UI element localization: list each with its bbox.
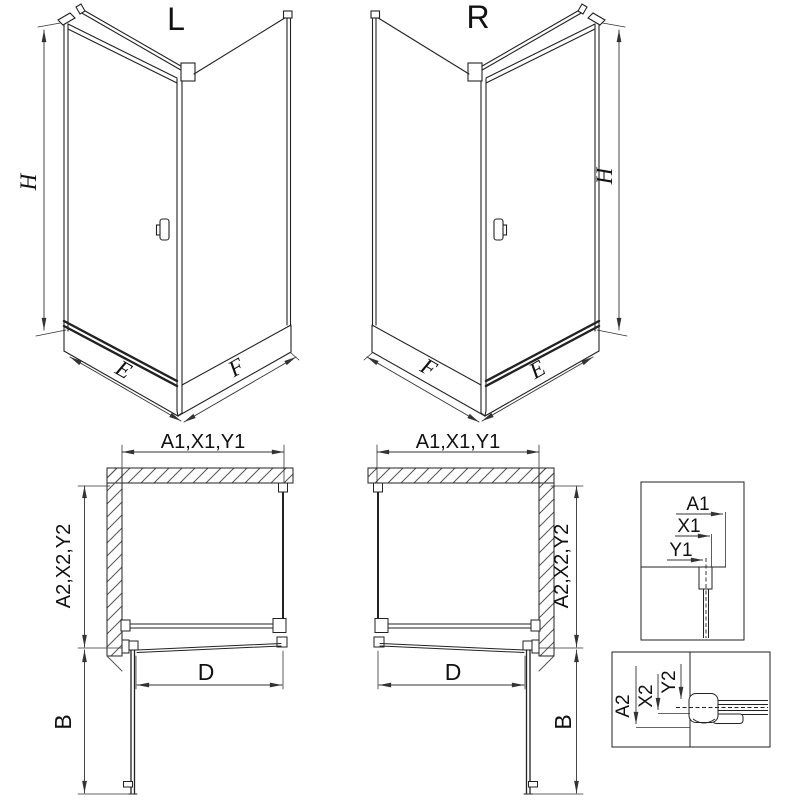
detail-box-a2x2y2 [612,652,770,747]
door-width-dimension-label-left: E [111,355,137,384]
detail-label-x1: X1 [677,516,701,537]
side-width-dimension-label-left: F [223,353,249,382]
iso-view-left [16,1,299,422]
detail-label-x2: X2 [636,684,657,708]
plan-width-label-right: A1,X1,Y1 [415,431,501,453]
height-dimension-label-right: H [592,167,617,185]
plan-entry-label-left: D [197,659,215,685]
detail-label-y2: Y2 [659,670,680,694]
plan-depth-label-left: A2,X2,Y2 [53,523,75,609]
wall-side-left-plan [107,468,122,656]
plan-entry-label-right: D [444,659,462,685]
variant-label-left: L [167,1,185,37]
detail-label-y1: Y1 [669,540,693,561]
side-width-dimension-label-right: F [416,353,442,382]
detail-label-a2: A2 [613,694,634,718]
height-dimension-label-left: H [16,173,41,191]
door-width-dimension-label-right: E [524,355,550,384]
plan-depth-label-right: A2,X2,Y2 [551,523,573,609]
plan-door-label-left: B [50,714,76,730]
wall-back-left-plan [107,468,293,483]
detail-label-a1: A1 [686,494,710,515]
iso-view-right [364,0,627,422]
plan-door-label-right: B [550,714,576,730]
wall-back-right-plan [368,468,554,483]
iso-geometry-left [36,4,299,422]
detail-box-a1x1y1 [641,482,744,640]
plan-view-left [50,431,288,794]
plan-width-label-left: A1,X1,Y1 [160,431,246,453]
variant-label-right: R [466,0,490,35]
iso-geometry-right [364,4,627,422]
